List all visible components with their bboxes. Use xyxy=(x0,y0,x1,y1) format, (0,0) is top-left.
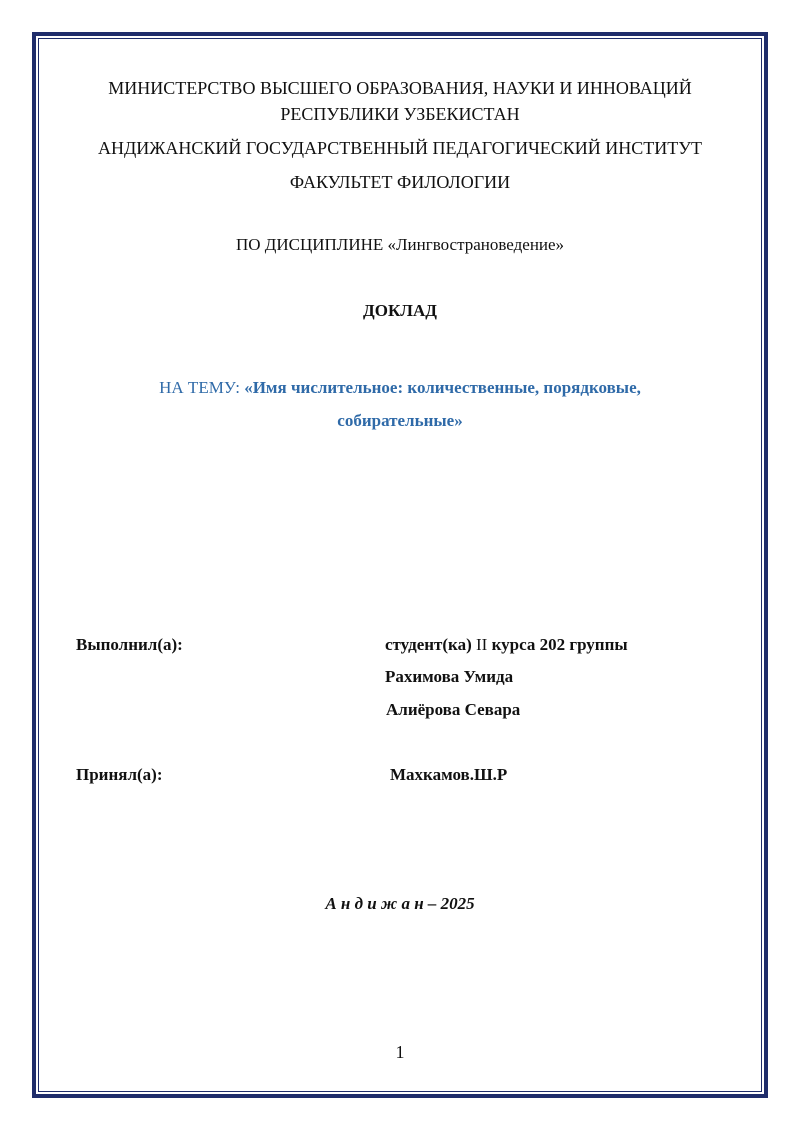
topic-title-part-1: «Имя числительное: количественные, порядковые, xyxy=(244,378,641,397)
city-year: А н д и ж а н – 2025 xyxy=(325,894,475,913)
discipline-prefix: ПО ДИСЦИПЛИНЕ xyxy=(235,235,388,254)
doc-type-title: ДОКЛАД xyxy=(363,301,437,320)
discipline-name: «Лингвострановедение» xyxy=(387,235,565,254)
page-number: 1 xyxy=(395,1042,405,1062)
student-info xyxy=(385,634,628,656)
teacher-name: Махкамов.Ш.Р xyxy=(390,765,508,784)
student-name-2: Алиёрова Севара xyxy=(386,700,521,719)
topic-prefix: НА ТЕМУ: xyxy=(159,378,245,397)
discipline-line xyxy=(0,234,800,256)
topic-line-2: собирательные» xyxy=(337,411,463,430)
ministry-line-2: РЕСПУБЛИКИ УЗБЕКИСТАН xyxy=(280,104,520,124)
course-roman: II xyxy=(476,635,488,654)
ministry-line-1: МИНИСТЕРСТВО ВЫСШЕГО ОБРАЗОВАНИЯ, НАУКИ И ИННОВАЦИЙ xyxy=(108,78,692,98)
student-suffix: курса 202 группы xyxy=(487,635,628,654)
accepted-label: Принял(а): xyxy=(76,765,163,784)
faculty-name: ФАКУЛЬТЕТ ФИЛОЛОГИИ xyxy=(289,172,511,192)
institute-name: АНДИЖАНСКИЙ ГОСУДАРСТВЕННЫЙ ПЕДАГОГИЧЕСКИЙ ИНСТИТУТ xyxy=(97,138,703,158)
topic-line-1 xyxy=(0,377,800,399)
student-prefix: студент(ка) xyxy=(385,635,477,654)
student-name-1: Рахимова Умида xyxy=(385,667,514,686)
page-border-inner xyxy=(38,38,762,1092)
performed-label: Выполнил(а): xyxy=(76,635,183,654)
